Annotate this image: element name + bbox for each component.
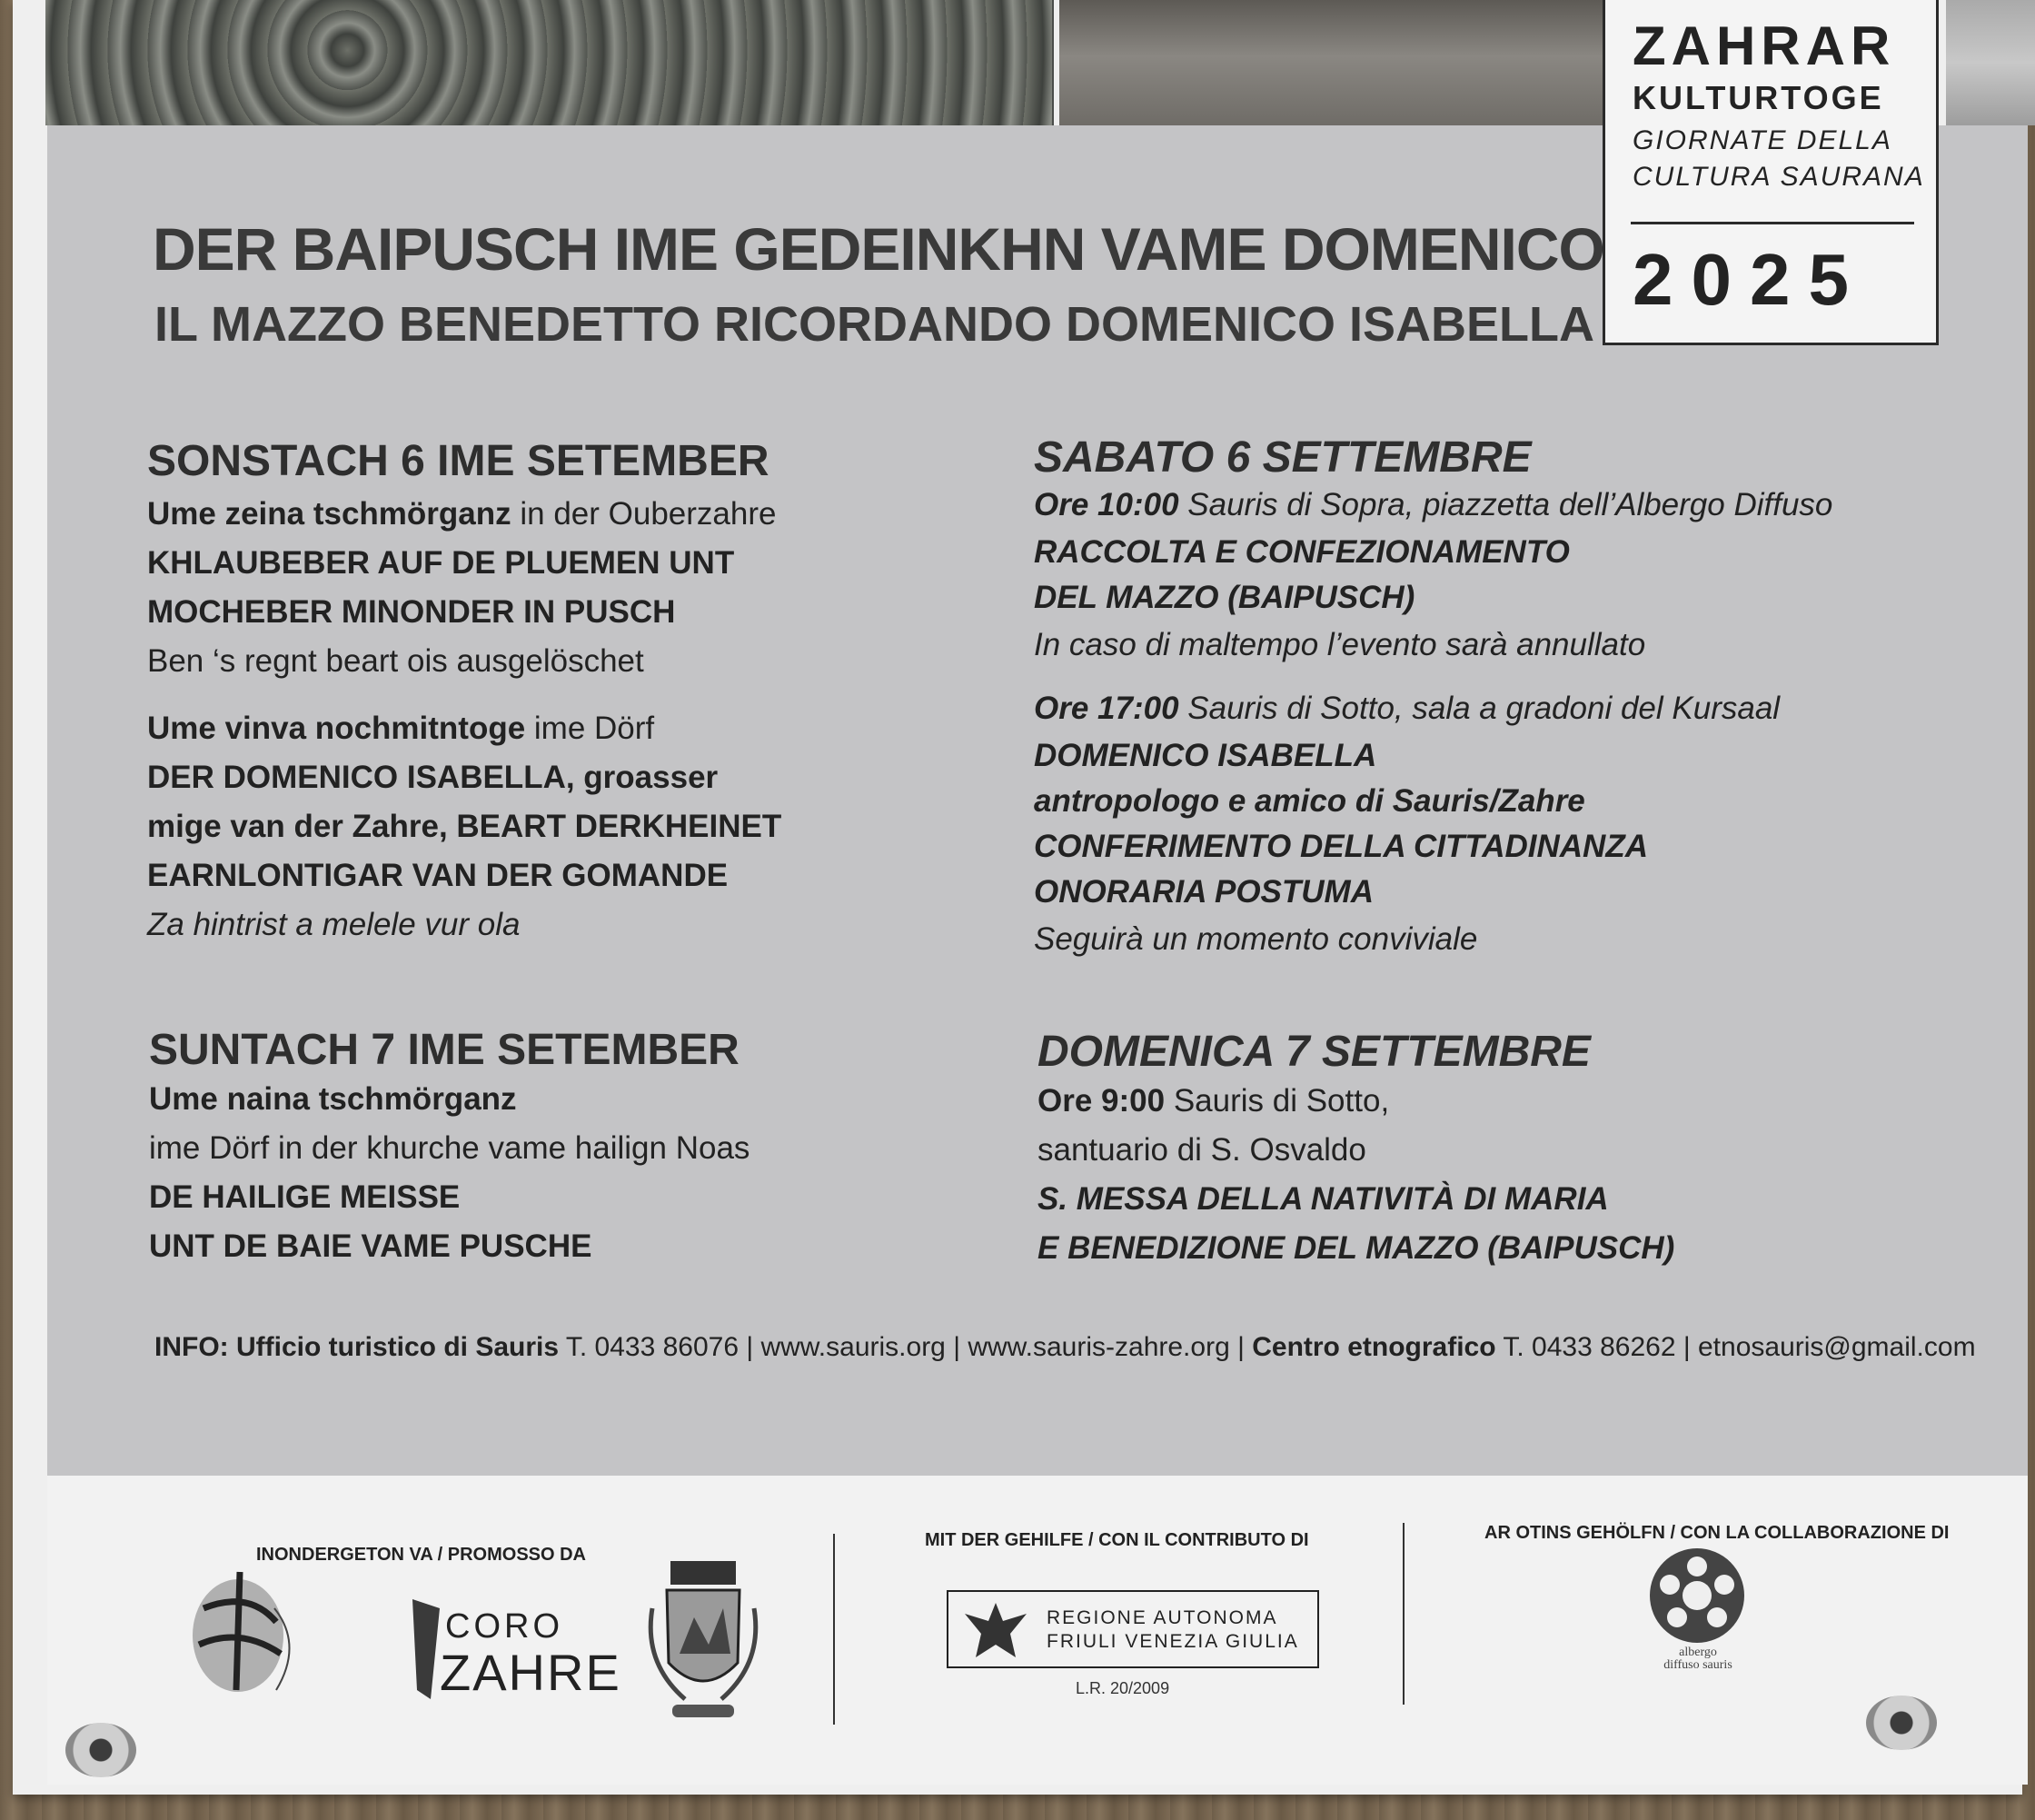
italian-day1-heading: SABATO 6 SETTEMBRE [1034,433,1532,482]
footer-divider-2 [1403,1523,1405,1705]
italian-day2-line2: santuario di S. Osvaldo [1037,1132,1366,1168]
info-centre-contacts: T. 0433 86262 | etnosauris@gmail.com [1495,1332,1976,1362]
german-day1-heading: SONSTACH 6 IME SETEMBER [147,437,769,485]
german-day1-section [147,436,781,950]
german-event1-line3: MOCHEBER MINONDER IN PUSCH [147,594,676,630]
german-event1-line1: Ume zeina tschmörganz in der Ouberzahre [147,496,777,532]
german-event1-line2: KHLAUBEBER AUF DE PLUEMEN UNT [147,545,735,581]
german-event2-line1: Ume vinva nochmitntoge ime Dörf [147,711,655,746]
italian-day2-heading: DOMENICA 7 SETTEMBRE [1037,1028,1591,1076]
german-day2-line3: DE HAILIGE MEISSE [149,1179,461,1215]
italian-event2-line4: CONFERIMENTO DELLA CITTADINANZA [1034,829,1648,864]
info-label: INFO: [154,1332,229,1362]
info-office: Ufficio turistico di Sauris [228,1332,560,1362]
contribution-label: MIT DER GEHILFE / CON IL CONTRIBUTO DI [925,1530,1309,1550]
german-event2-line3: mige van der Zahre, BEART DERKHEINET [147,809,782,844]
german-day2-line2: ime Dörf in der khurche vame hailign Noas [149,1130,750,1166]
right-grommet [1866,1696,1937,1750]
logo-italian-line-2: CULTURA SAURANA [1633,162,1925,192]
albergo-text-line-2: diffuso sauris [1663,1658,1732,1672]
region-name [1047,1606,1299,1654]
coro-logo-letters: CORO [445,1607,563,1646]
italian-event2-note: Seguirà un momento conviviale [1034,921,1478,957]
flowers-photo [45,0,1052,125]
italian-event1-note: In caso di maltempo l’evento sarà annullato [1034,627,1646,662]
regional-law-reference: L.R. 20/2009 [1076,1679,1170,1697]
collaboration-label: AR OTINS GEHÖLFN / CON LA COLLABORAZIONE DI [1484,1523,1950,1543]
german-event1-note: Ben ‘s regnt beart ois ausgelöschet [147,643,644,679]
poster [13,0,2022,1795]
italian-day2-section [1037,1027,1674,1273]
albergo-diffuso-text [1630,1646,1766,1672]
german-event2-line2: DER DOMENICO ISABELLA, groasser [147,760,719,795]
region-name-line-1: REGIONE AUTONOMA [1047,1607,1278,1628]
logo-year: 2025 [1633,239,1867,320]
german-day2-line4: UNT DE BAIE VAME PUSCHE [149,1228,592,1264]
italian-day2-line3: S. MESSA DELLA NATIVITÀ DI MARIA [1037,1181,1609,1217]
italian-event1-line1: Ore 10:00 Sauris di Sopra, piazzetta dell’Albergo Diffuso [1034,487,1833,522]
logo-title: ZAHRAR [1633,15,1896,76]
top-photo-strip [45,0,1054,125]
region-fvg-logo [947,1590,1319,1668]
info-line [154,1332,1976,1363]
landscape-photo [1059,0,1604,125]
german-day2-heading: SUNTACH 7 IME SETEMBER [149,1026,740,1074]
italian-day1-section [1034,433,1832,964]
italian-event2-line3: antropologo e amico di Sauris/Zahre [1034,783,1585,819]
coro-zahre-logo [403,1590,621,1708]
german-event2-note: Za hintrist a melele vur ola [147,907,521,942]
italian-event1-line2: RACCOLTA E CONFEZIONAMENTO [1034,534,1570,570]
info-centre: Centro etnografico [1252,1332,1496,1362]
promoted-by-label: INONDERGETON VA / PROMOSSO DA [256,1545,586,1565]
italian-day2-line1: Ore 9:00 Sauris di Sotto, [1037,1083,1390,1119]
albergo-text-line-1: albergo [1679,1646,1717,1659]
german-day2-line1: Ume naina tschmörganz [149,1081,517,1117]
german-day2-section [149,1025,749,1271]
region-name-line-2: FRIULI VENEZIA GIULIA [1047,1631,1299,1652]
italian-event2-line1: Ore 17:00 Sauris di Sotto, sala a gradoni del Kursaal [1034,691,1781,726]
italian-event2-line2: DOMENICO ISABELLA [1034,738,1377,773]
poster-title-german: DER BAIPUSCH IME GEDEINKHN VAME DOMENICO [153,215,1604,283]
footer-divider-1 [833,1534,835,1725]
sky-photo [1946,0,2035,125]
albergo-diffuso-logo [1630,1545,1766,1654]
event-logo-box [1603,0,1939,345]
coro-logo-letters-2: ZAHRE [440,1644,621,1701]
italian-day2-line4: E BENEDIZIONE DEL MAZZO (BAIPUSCH) [1037,1230,1675,1266]
logo-subtitle: KULTURTOGE [1633,79,1884,116]
logo-italian-line-1: GIORNATE DELLA [1633,125,1892,155]
cultural-association-logo [167,1554,313,1708]
italian-event1-line3: DEL MAZZO (BAIPUSCH) [1034,580,1415,615]
italian-event2-line5: ONORARIA POSTUMA [1034,874,1374,910]
info-office-contacts: T. 0433 86076 | www.sauris.org | www.sauris-zahre.org | [559,1332,1253,1362]
logo-divider [1631,222,1914,224]
eagle-icon [959,1597,1032,1665]
left-grommet [65,1723,136,1777]
german-event2-line4: EARNLONTIGAR VAN DER GOMANDE [147,858,729,893]
poster-title-italian: IL MAZZO BENEDETTO RICORDANDO DOMENICO ISABELLA [154,297,1595,352]
municipality-coat-of-arms [640,1545,767,1735]
